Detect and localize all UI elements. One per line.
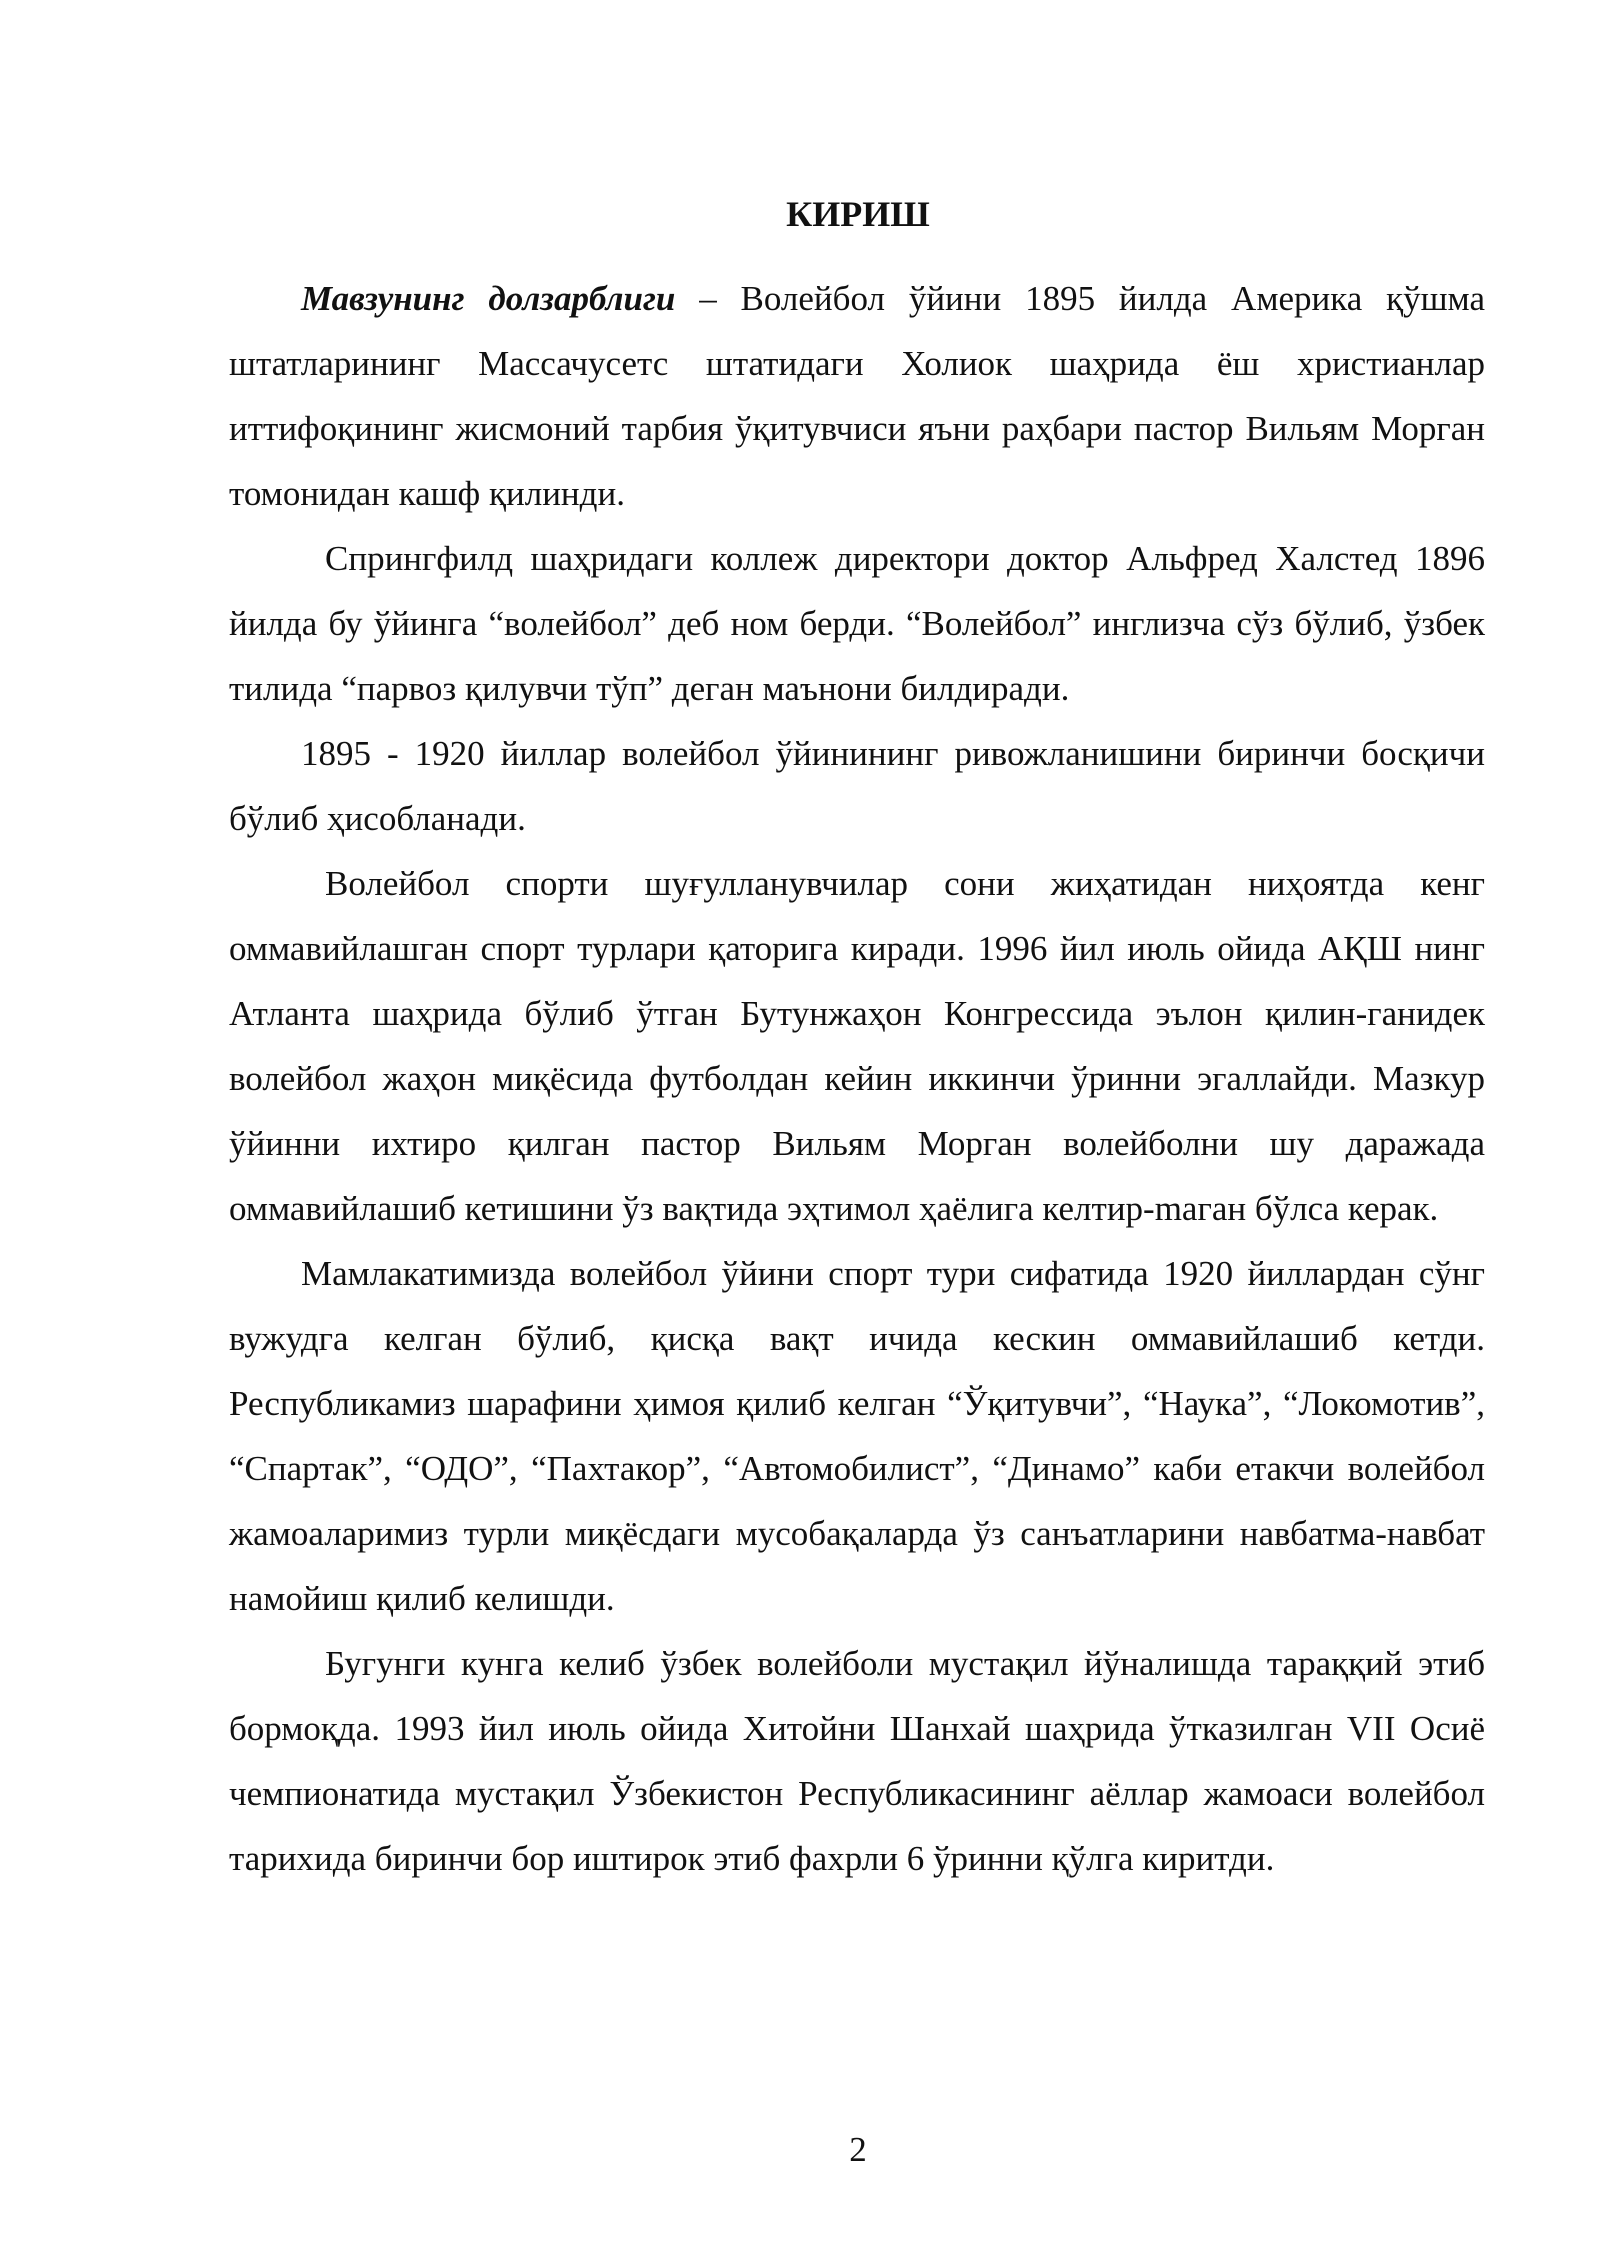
paragraph-4: Волейбол спорти шуғулланувчилар сони жиҳатидан ниҳоятда кенг оммавийлашган спорт турлари қаторига киради. 1996 йил июль ойида АҚШ нинг Атланта шаҳрида бўлиб ўтган Бутунжаҳон Конгрессида эълон қилин-ганидек волейбол жаҳон миқёсида футболдан кейин иккинчи ўринни эгаллайди. Мазкур ўйинни ихтиро қилган пастор Вильям Морган волейболни шу даражада оммавийлашиб кетишини ўз вақтида эҳтимол ҳаёлига келтир-mаган бўлса керак.	[229, 864, 1485, 1228]
paragraph-2: Спрингфилд шаҳридаги коллеж директори доктор Альфред Халстед 1896 йилда бу ўйинга “волейбол” деб ном берди. “Волейбол” инглизча сўз бўлиб, ўзбек тилида “парвоз қилувчи тўп” деган маънони билдиради.	[229, 539, 1485, 708]
page-title: КИРИШ	[786, 194, 930, 234]
paragraph-1	[229, 266, 1485, 526]
paragraph-text: – Волейбол ўйини 1895 йилда Америка қўшма штатларининг Массачусетс штатидаги Холиок шаҳрида ёш христианлар иттифоқининг жисмоний тарбия ўқитувчиси яъни раҳбари пастор Вильям Морган томонидан кашф қилинди.	[229, 279, 1485, 513]
paragraph-3: 1895 - 1920 йиллар волейбол ўйинининг ривожланишини биринчи босқичи бўлиб ҳисобланади.	[229, 734, 1485, 838]
paragraph-5: Мамлакатимизда волейбол ўйини спорт тури сифатида 1920 йиллардан сўнг вужудга келган бўлиб, қисқа вақт ичида кескин оммавийлашиб кетди. Республикамиз шарафини ҳимоя қилиб келган “Ўқитувчи”, “Наука”, “Локомотив”, “Спартак”, “ОДО”, “Пахтакор”, “Автомобилист”, “Динамо” каби етакчи волейбол жамоаларимиз турли миқёсдаги мусобақаларда ўз санъатларини навбатма-навбат намойиш қилиб келишди.	[229, 1254, 1485, 1618]
page-number: 2	[849, 2130, 867, 2169]
document-body	[229, 266, 1485, 1891]
paragraph-lead: Мавзунинг долзарблиги	[301, 279, 676, 318]
paragraph-6: Бугунги кунга келиб ўзбек волейболи мустақил йўналишда тараққий этиб бормоқда. 1993 йил июль ойида Хитойни Шанхай шаҳрида ўтказилган VII Осиё чемпионатида мустақил Ўзбекистон Республикасининг аёллар жамоаси волейбол тарихида биринчи бор иштирок этиб фахрли 6 ўринни қўлга киритди.	[229, 1644, 1485, 1878]
